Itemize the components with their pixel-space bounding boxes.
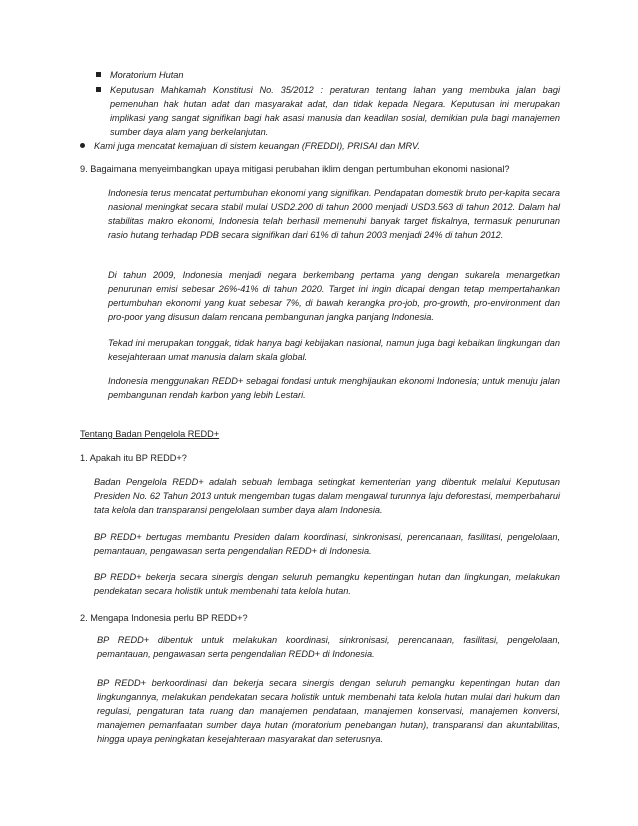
bullet-item-keputusan-mk <box>96 83 560 139</box>
q9-paragraph-2: Di tahun 2009, Indonesia menjadi negara berkembang pertama yang dengan sukarela menargetkan penurunan emisi sebesar 26%-41% di tahun 2020. Target ini ingin dicapai dengan tetap mempertahankan pertumbuhan ekonomi yang kuat sebesar 7%, di bawah kerangka pro-job, pro-growth, pro-environment dan pro-poor yang disusun dalam rencana pembangunan jangka panjang Indonesia. <box>108 270 560 322</box>
q2-paragraph-1: BP REDD+ dibentuk untuk melakukan koordinasi, sinkronisasi, perencanaan, fasilitasi, pengelolaan, pemantauan, pengawasan serta pengendalian REDD+ di Indonesia. <box>97 635 560 659</box>
square-bullet-icon <box>96 72 101 77</box>
q2-paragraph-2: BP REDD+ berkoordinasi dan bekerja secara sinergis dengan seluruh pemangku kepentingan hutan dan lingkungannya, melakukan pendekatan secara holistik untuk membenahi tata kelola hutan mulai dari hukum dan regulasi, pengaturan tata ruang dan manajemen pendataan, manajemen konservasi, manajemen konversi, manajemen pemanfaatan sumber daya hutan (moratorium penebangan hutan), transparansi dan akuntabilitas, hingga upaya peningkatan kesejahteraan masyarakat dan seterusnya. <box>97 678 560 744</box>
question-9: 9. Bagaimana menyeimbangkan upaya mitigasi perubahan iklim dengan pertumbuhan ekonomi nasional? <box>80 164 510 174</box>
round-bullet-icon <box>80 143 85 148</box>
q9-paragraph-4: Indonesia menggunakan REDD+ sebagai fondasi untuk menghijaukan ekonomi Indonesia; untuk menuju jalan pembangunan rendah karbon yang lebih Lestari. <box>108 376 560 400</box>
bullet-text: Kami juga mencatat kemajuan di sistem keuangan (FREDDI), PRISAI dan MRV. <box>94 141 420 151</box>
question-1: 1. Apakah itu BP REDD+? <box>80 453 187 463</box>
square-bullet-icon <box>96 87 101 92</box>
q9-paragraph-1: Indonesia terus mencatat pertumbuhan ekonomi yang signifikan. Pendapatan domestik bruto per-kapita secara nasional meningkat secara stabil mulai USD2.200 di tahun 2000 menjadi USD3.563 di tahun 2012. Dalam hal stabilitas makro ekonomi, Indonesia telah berhasil memenuhi banyak target fiskalnya, termasuk penurunan rasio hutang terhadap PDB secara signifikan dari 61% di tahun 2003 menjadi 24% di tahun 2012. <box>108 188 560 240</box>
bullet-text: Moratorium Hutan <box>110 70 184 80</box>
q1-paragraph-2: BP REDD+ bertugas membantu Presiden dalam koordinasi, sinkronisasi, perencanaan, fasilitasi, pengelolaan, pemantauan, pengawasan serta pengendalian REDD+ di Indonesia. <box>94 532 560 556</box>
section-title: Tentang Badan Pengelola REDD+ <box>80 429 220 439</box>
question-2: 2. Mengapa Indonesia perlu BP REDD+? <box>80 613 248 623</box>
q9-paragraph-3: Tekad ini merupakan tonggak, tidak hanya bagi kebijakan nasional, namun juga bagi kebaikan lingkungan dan kesejahteraan umat manusia dalam skala global. <box>108 338 560 362</box>
bullet-text: Keputusan Mahkamah Konstitusi No. 35/2012 : peraturan tentang lahan yang membuka jalan bagi pemenuhan hak hutan adat dan masyarakat adat, dan tidak kepada Negara. Keputusan ini merupakan implikasi yang sangat signifikan bagi hak asasi manusia dan keadilan sosial, demikian pula bagi manajemen sumber daya alam yang berkelanjutan. <box>110 85 560 137</box>
q1-paragraph-1: Badan Pengelola REDD+ adalah sebuah lembaga setingkat kementerian yang dibentuk melalui Keputusan Presiden No. 62 Tahun 2013 untuk mengemban tugas dalam mengawal turunnya laju deforestasi, memperbaharui tata kelola dan transparansi pengelolaan sumber daya alam Indonesia. <box>94 477 560 515</box>
bullet-item-moratorium <box>96 68 560 82</box>
q1-paragraph-3: BP REDD+ bekerja secara sinergis dengan seluruh pemangku kepentingan hutan dan lingkungan, melakukan pendekatan secara holistik untuk membenahi tata kelola hutan. <box>94 572 560 596</box>
bullet-item-kemajuan <box>80 139 560 153</box>
